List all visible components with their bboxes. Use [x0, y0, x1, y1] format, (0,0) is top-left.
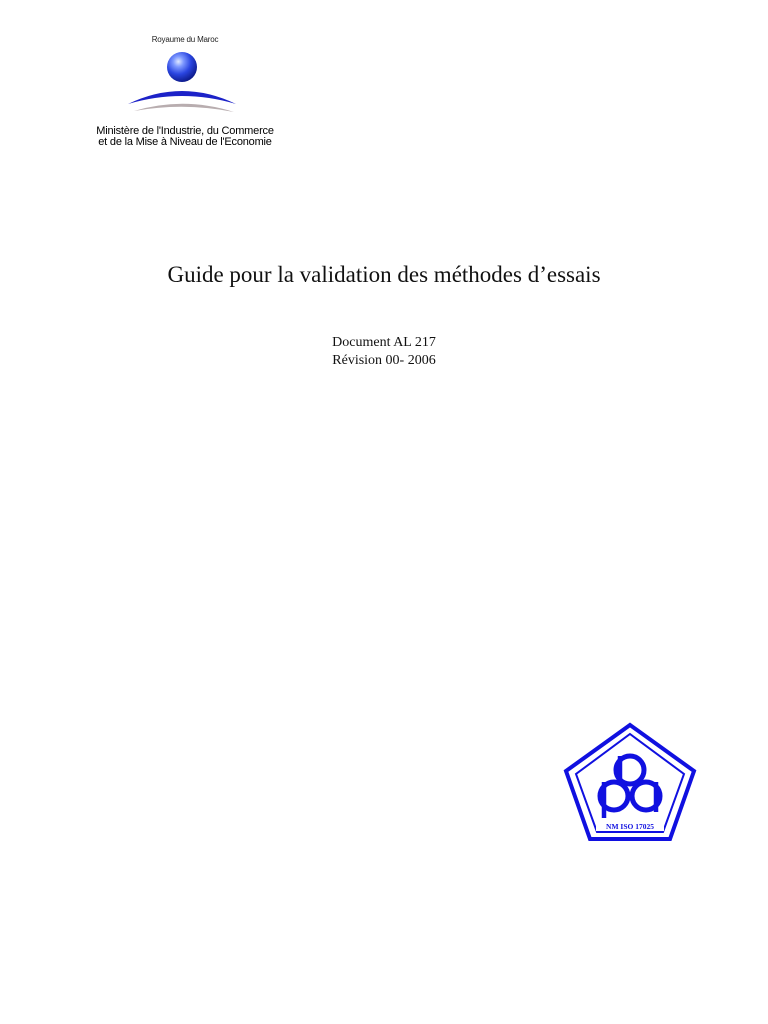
ministry-logo [70, 30, 300, 155]
ministry-emblem-icon [122, 48, 242, 120]
kingdom-label: Royaume du Maroc [151, 35, 219, 44]
globe-shape [167, 52, 197, 82]
ministry-name-line-2: et de la Mise à Niveau de l'Economie [98, 136, 272, 148]
document-meta [0, 334, 768, 370]
document-revision: Révision 00- 2006 [332, 353, 436, 368]
ministry-name [70, 126, 300, 148]
grey-arc-shape [134, 104, 234, 112]
document-title: Guide pour la validation des méthodes d’essais [167, 262, 601, 287]
blue-arc-shape [128, 91, 236, 104]
accreditation-pentagon-logo-icon [562, 722, 698, 842]
accreditation-label: NM ISO 17025 [606, 822, 654, 831]
document-reference: Document AL 217 [332, 335, 436, 350]
ministry-name-line-1: Ministère de l'Industrie, du Commerce [96, 125, 274, 137]
